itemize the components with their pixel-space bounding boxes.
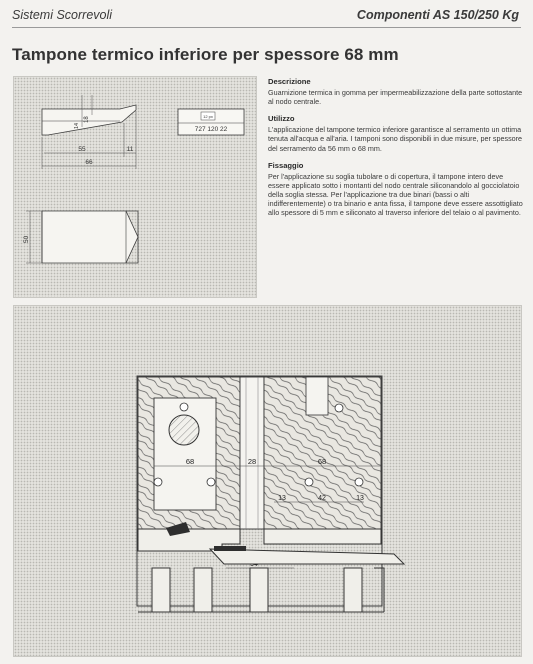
- header-right: Componenti AS 150/250 Kg: [356, 8, 519, 22]
- product-drawing-panel: [13, 76, 257, 298]
- threshold-profile: [138, 529, 404, 612]
- dim-left-width: 68: [185, 457, 195, 466]
- right-sash: [264, 377, 381, 529]
- front-view: [42, 211, 138, 263]
- seal-circle: [169, 415, 199, 445]
- section-body: Per l'applicazione su soglia tubolare o di copertura, il tampone intero deve essere applicato sotto i montanti del nodo centrale siliconandolo al gocciolatoio della soglia stessa. Per l'applicazione tra due binari (bassi o alti indifferentemente) o tra binario e anta fissa, il tampone deve essere assottigliato allo spessore di 5 mm e siliconato al traverso inferiore del telaio o al pavimento.: [268, 171, 523, 218]
- product-code: 727 120 22: [194, 126, 228, 133]
- section-title: Fissaggio: [268, 160, 304, 170]
- page-title: Tampone termico inferiore per spessore 68 mm: [12, 45, 399, 64]
- section-descrizione: [268, 77, 524, 106]
- section-utilizzo: [268, 114, 524, 152]
- dim-front-h: 50: [23, 235, 30, 243]
- cross-section-drawing: [14, 306, 521, 656]
- dim-gap: 28: [247, 457, 257, 466]
- dim-side-overall: 66: [85, 159, 93, 166]
- dim-side-h2: 14: [74, 122, 80, 129]
- dim-side-a: 55: [78, 146, 86, 153]
- section-title: Descrizione: [268, 77, 311, 86]
- product-label-box: [178, 109, 244, 135]
- left-sash: [138, 377, 240, 529]
- product-tag: 12 px: [203, 114, 213, 119]
- central-node: [240, 377, 264, 529]
- header-rule: [12, 27, 521, 28]
- dim-c2: 42: [318, 495, 326, 502]
- section-fissaggio: [268, 161, 524, 218]
- section-body: Guarnizione termica in gomma per impermeabilizzazione della parte sottostante al nodo centrale.: [268, 88, 523, 107]
- section-body: L'applicazione del tampone termico inferiore garantisce al serramento un ottima tenuta all'acqua e all'aria. I tamponi sono disponibili in due misure, per spessore del serramento da 56 mm o 68 mm.: [268, 125, 523, 153]
- text-column: [268, 77, 524, 225]
- header-left: Sistemi Scorrevoli: [12, 8, 113, 22]
- dim-side-b: 11: [126, 146, 134, 153]
- dim-side-h1: 18: [84, 116, 90, 123]
- cross-section-panel: [13, 305, 522, 657]
- dim-right-width: 68: [317, 457, 327, 466]
- dim-c1: 13: [278, 495, 286, 502]
- section-title: Utilizzo: [268, 114, 295, 124]
- product-drawing: [14, 77, 256, 297]
- dim-c3: 13: [356, 495, 364, 502]
